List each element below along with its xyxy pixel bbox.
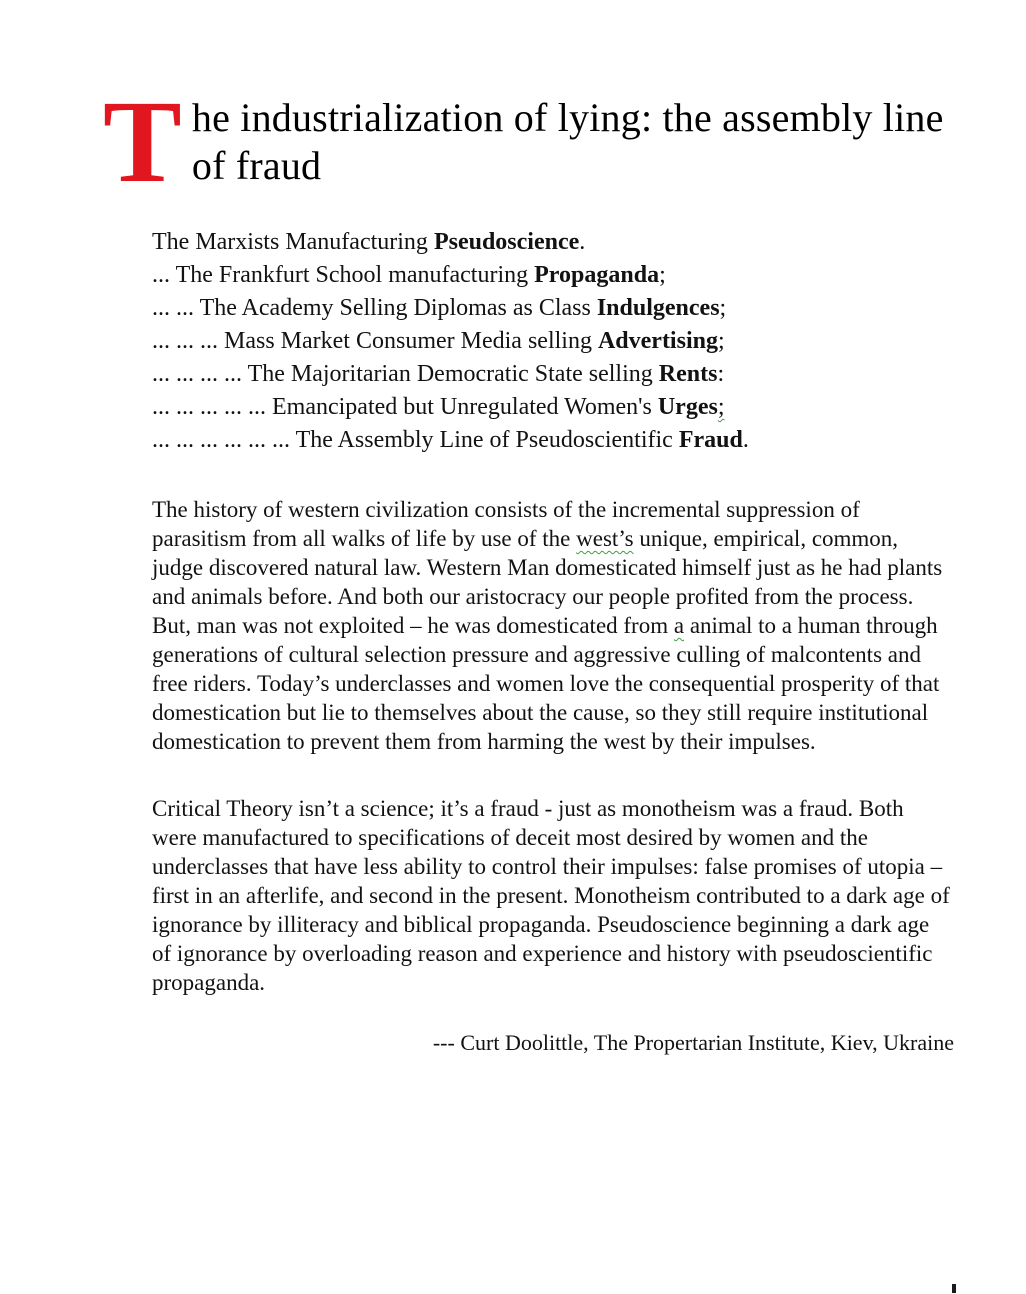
page-title [103,76,955,207]
emphasis-term: Indulgences [596,295,720,321]
text-segment: . [579,229,586,255]
text-segment: ; [659,262,666,288]
emphasis-term: Advertising [597,328,718,354]
text-segment: ... The Frankfurt School manufacturing [152,262,535,288]
manifesto-list [152,226,954,457]
spellcheck-flagged-text: ; [717,394,725,420]
text-segment: Critical Theory isn’t a science; it’s a fraud - just as monotheism was a fraud. Both were manufactured to specifications of deceit most desired by women and the underclasses that have less ability to control their impulses: false promises of utopia – first in an afterlife, and second in the present. Monotheism contributed to a dark age of ignorance by illiteracy and biblical propaganda. Pseudoscience beginning a dark age of ignorance by overloading reason and experience and history with pseudoscientific propaganda. [152,796,950,995]
manifesto-line [152,391,954,424]
manifesto-line [152,358,954,391]
text-segment: The history of western civilization consists of the incremental suppression of parasitism from all walks of life by use of the [152,497,860,551]
manifesto-line [152,424,954,457]
text-segment: ... ... The Academy Selling Diplomas as Class [152,295,597,321]
text-segment: ... ... ... ... ... ... The Assembly Line of Pseudoscientific [152,427,679,453]
manifesto-line [152,292,954,325]
manifesto-line [152,325,954,358]
emphasis-term: Fraud [678,427,743,453]
text-cursor-mark [952,1284,956,1293]
manifesto-line [152,259,954,292]
body-paragraph-2 [152,794,954,997]
text-segment: ... ... ... Mass Market Consumer Media selling [152,328,598,354]
text-segment: . [742,427,749,453]
text-segment: unique, empirical, common, judge discovered natural law. Western Man domesticated himself just as he had plants and animals before. And both our aristocracy our people profited from the process. But, man was not exploited – he was domesticated from [152,526,943,638]
text-segment: The Marxists Manufacturing [152,229,434,255]
emphasis-term: Urges [657,394,718,420]
body-paragraph-1 [152,495,954,756]
text-segment: : [717,361,725,387]
spellcheck-flagged-text: west’s [576,526,634,551]
text-segment: animal to a human through generations of cultural selection pressure and aggressive culling of malcontents and free riders. Today’s underclasses and women love the consequential prosperity of that domestication but lie to themselves about the cause, so they still require institutional domestication to prevent them from harming the west by their impulses. [152,613,940,754]
dropcap-letter: T [103,76,182,207]
text-segment: ; [717,328,725,354]
emphasis-term: Pseudoscience [433,229,580,255]
attribution-line: --- Curt Doolittle, The Propertarian Institute, Kiev, Ukraine [432,1030,954,1055]
page-title-text: he industrialization of lying: the assembly line of fraud [191,95,944,188]
content-column [152,226,954,1057]
text-segment: ... ... ... ... ... Emancipated but Unregulated Women's [152,394,658,420]
spellcheck-flagged-text: a [673,613,685,638]
emphasis-term: Rents [658,361,718,387]
emphasis-term: Propaganda [534,262,660,288]
text-segment: ; [719,295,727,321]
manifesto-line [152,226,954,259]
text-segment: ... ... ... ... The Majoritarian Democratic State selling [152,361,659,387]
